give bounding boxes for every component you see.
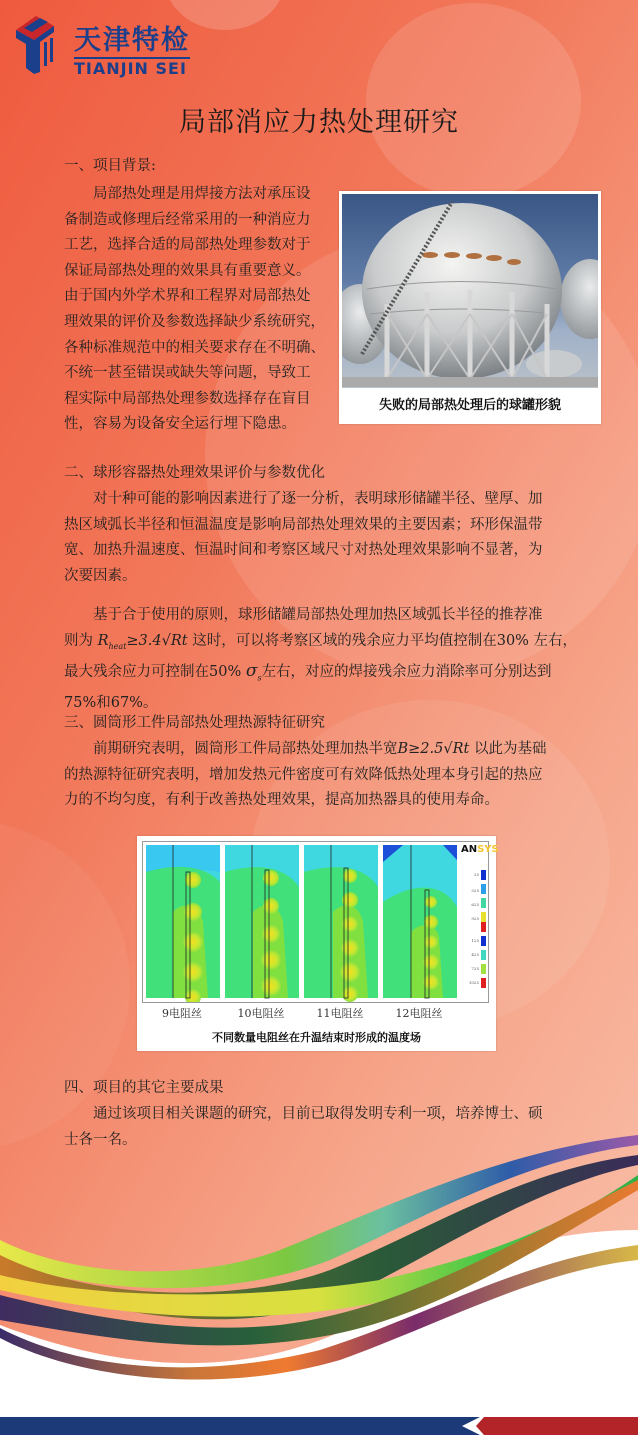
formula-symbol: σ — [245, 661, 258, 682]
section-heat-source-body — [64, 737, 594, 814]
formula-subscript: s — [257, 673, 262, 683]
text-line: 由于国内外学术界和工程界对局部热处 — [64, 288, 311, 305]
legend-swatch — [481, 884, 486, 894]
text-line: 对十种可能的影响因素进行了逐一分析，表明球形储罐半径、壁厚、加 — [93, 491, 543, 507]
section-background-body — [64, 182, 346, 438]
legend-value: 325 — [471, 888, 479, 893]
legend-swatch — [481, 978, 486, 988]
figure-caption: 失败的局部热处理后的球罐形貌 — [378, 398, 561, 413]
legend-swatch — [481, 950, 486, 960]
text-line: 程实际中局部热处理参数选择存在盲目 — [64, 390, 311, 407]
panel-label: 11电阻丝 — [316, 1007, 364, 1020]
text-line: 各种标准规范中的相关要求存在不明确、 — [64, 339, 325, 356]
brand-logo — [14, 12, 190, 78]
legend-swatch — [481, 964, 486, 974]
footer-bar-blue — [0, 1417, 480, 1435]
figure-caption: 不同数量电阻丝在升温结束时形成的温度场 — [212, 1031, 421, 1044]
sigma-symbol — [246, 661, 262, 681]
text-line — [64, 629, 594, 659]
formula-symbol: R — [97, 632, 109, 649]
logo-part: SYS — [477, 844, 499, 855]
temperature-field-figure — [137, 836, 499, 1051]
text-line: 次要因素。 — [64, 567, 137, 584]
text-line: 力的不均匀度，有利于改善热处理效果，提高加热器具的使用寿命。 — [64, 792, 499, 809]
ansys-contour-plots — [142, 841, 499, 1003]
cube-logo-icon — [14, 12, 66, 74]
panel-labels — [137, 1002, 496, 1020]
text-fragment: 左右，对应的焊接残余应力消除率可分别达到 — [261, 664, 552, 681]
legend-value: 925 — [471, 916, 479, 921]
panel-label: 10电阻丝 — [237, 1007, 285, 1020]
text-line: 基于合于使用的原则，球形储罐局部热处理加热区域弧长半径的推荐准 — [93, 607, 543, 623]
text-line: 工艺，选择合适的局部热处理参数对于 — [64, 237, 311, 254]
text-line: 士各一名。 — [64, 1131, 137, 1148]
text-line: 保证局部热处理的效果具有重要意义。 — [64, 262, 311, 279]
text-line: 通过该项目相关课题的研究，目前已取得发明专利一项，培养博士、硕 — [93, 1106, 543, 1122]
text-line: 性，容易为设备安全运行埋下隐患。 — [64, 416, 296, 433]
footer-bar-red — [476, 1417, 638, 1435]
spherical-tank-photo — [342, 194, 598, 388]
text-line: 备制造或修理后经常采用的一种消应力 — [64, 211, 311, 228]
brand-name-en: TIANJIN SEI — [74, 59, 187, 78]
text-fragment: 以此为基础 — [469, 741, 547, 757]
text-line: 热区域弧长半径和恒温温度是影响局部热处理效果的主要因素；环形保温带 — [64, 516, 543, 533]
spherical-tank-figure — [339, 191, 601, 424]
legend-value: 1025 — [468, 980, 479, 985]
section-heading-results: 四、项目的其它主要成果 — [64, 1080, 224, 1096]
section-results-body — [64, 1102, 594, 1153]
legend-value: 625 — [471, 902, 479, 907]
text-fragment: 这时，可以将考察区域的残余应力平均值控制在30% 左右， — [187, 632, 578, 649]
panel-label: 12电阻丝 — [395, 1007, 443, 1020]
legend-swatch — [481, 922, 486, 932]
section-heading-heat-source: 三、圆筒形工件局部热处理热源特征研究 — [64, 715, 325, 731]
legend-swatch — [481, 936, 486, 946]
legend-value: 725 — [471, 966, 479, 971]
formula-body: ≥3.4√Rt — [126, 632, 188, 649]
panel-label: 9电阻丝 — [162, 1007, 202, 1020]
page-title: 局部消应力热处理研究 — [179, 107, 459, 138]
logo-part: AN — [461, 844, 478, 855]
formula-subscript: heat — [108, 641, 127, 651]
text-line — [64, 659, 594, 691]
text-line: 的热源特征研究表明，增加发热元件密度可有效降低热处理本身引起的热应 — [64, 766, 543, 783]
section-heading-optimization: 二、球形容器热处理效果评价与参数优化 — [64, 465, 325, 481]
text-line: 局部热处理是用焊接方法对承压设 — [93, 186, 311, 202]
color-legend — [461, 862, 491, 1002]
legend-value: 125 — [471, 938, 479, 943]
legend-swatch — [481, 898, 486, 908]
ansys-logo — [461, 844, 499, 855]
text-fragment: 则为 — [64, 632, 93, 649]
text-line: 宽、加热升温速度、恒温时间和考察区域尺寸对热处理效果影响不显著，为 — [64, 542, 543, 559]
legend-value: 25 — [473, 872, 479, 877]
legend-swatch — [481, 870, 486, 880]
text-fragment: 前期研究表明，圆筒形工件局部热处理加热半宽 — [93, 741, 398, 757]
section-optimization-body-1 — [64, 487, 584, 589]
decorative-ribbons — [0, 1130, 638, 1435]
legend-swatch — [481, 912, 486, 922]
text-line: 不统一甚至错误或缺失等问题，导致工 — [64, 365, 311, 382]
text-line: 75%和67%。 — [64, 695, 158, 712]
section-heading-background: 一、项目背景: — [64, 158, 156, 174]
section-optimization-body-2 — [64, 603, 594, 717]
text-line: 理效果的评价及参数选择缺少系统研究， — [64, 313, 325, 330]
text-fragment: 最大残余应力可控制在50% — [64, 664, 242, 681]
formula-b: B≥2.5√Rt — [397, 741, 470, 757]
text-line — [64, 737, 594, 763]
formula-r-heat — [98, 633, 188, 649]
legend-value: 425 — [471, 952, 479, 957]
brand-name-cn: 天津特检 — [74, 26, 190, 59]
